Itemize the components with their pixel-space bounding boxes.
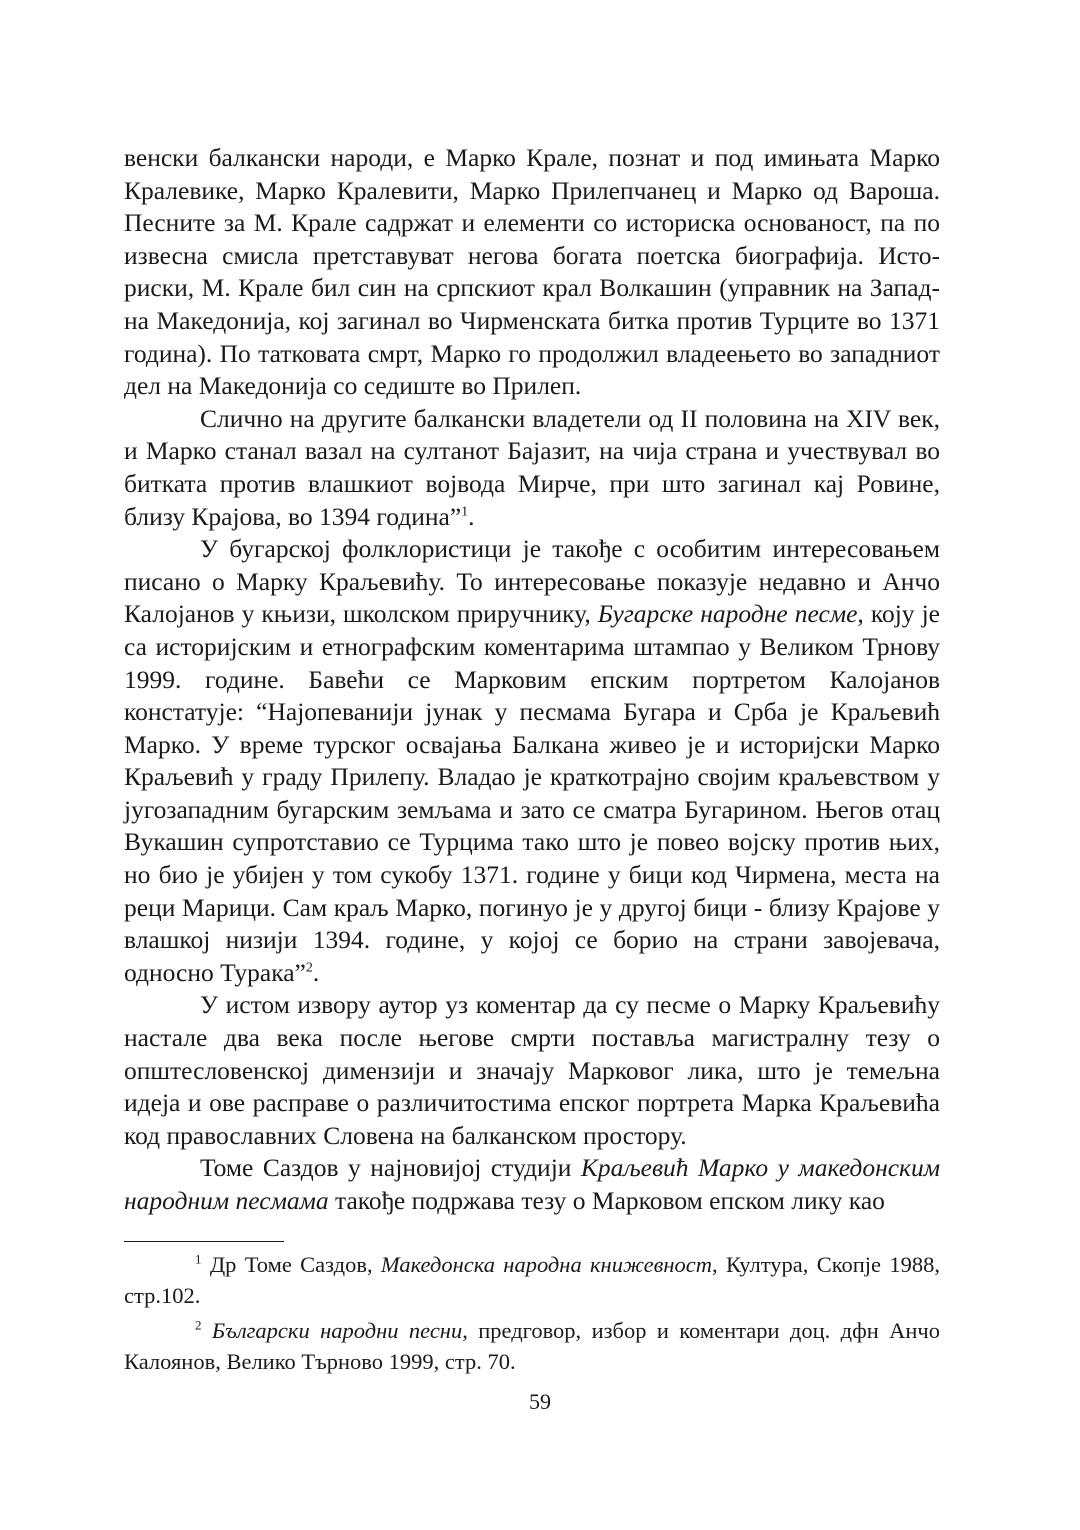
paragraph-2-text: Слично на другите балкански владетели од II половина на XIV век, и Марко станал вазал на султанот Бајазит, на чија страна и учествувал во битката против влашкиот војвода Мирче, при што загинал кај Ровине, близу Крајова, во 1394 година” (124, 403, 940, 531)
paragraph-1 (124, 142, 940, 403)
paragraph-1-text: венски балкански народи, е Марко Крале, познат и под имињата Марко Кралевике, Марко Кралевити, Марко Прилепчанец и Марко од Вароша. Песните за М. Крале садржат и елементи со историска основаност, па по извесна смисла претставуват негова богата поетска биографија. Историски, М. Крале бил син на српскиот крал Волкашин (управник на Западна Македонија, кој загинал во Чирменската битка против Турците во 1371 година). По татковата смрт, Марко го продолжил владеењето во западниот дел на Македонија со седиште во Прилеп. (124, 143, 940, 401)
footnote-ref-1[interactable]: 1 (461, 504, 469, 520)
body-text (124, 142, 940, 1218)
study-title-kraljevic-marko: Краљевић Марко у македонским народним песмама (124, 1153, 940, 1215)
paragraph-2 (124, 403, 940, 533)
footnote-separator (124, 1241, 284, 1242)
paragraph-5 (124, 1152, 940, 1217)
paragraph-3-end: . (312, 957, 320, 987)
footnote-1-number: 1 (195, 1251, 202, 1267)
paragraph-4-text: У истом извору аутор уз коментар да су песме о Марку Краљевићу настале два века после његове смрти поставља магистралну тезу о општесловенској димензији и значају Марковог лика, што је темељна идеја и ове расправе о различитостима епског портрета Марка Краљевића код православних Словена на балканском простору. (124, 990, 940, 1150)
footnote-1-text-start: Др Томе Саздов, (201, 1252, 381, 1277)
footnote-2-number: 2 (195, 1317, 202, 1333)
footnote-ref-2[interactable]: 2 (305, 960, 313, 976)
footnote-1-title: Македонска народна книжевност (380, 1252, 712, 1277)
paragraph-5-text-rest: такође подржава тезу о Марковом епском лику као (328, 1186, 885, 1215)
footnote-2 (124, 1315, 940, 1377)
footnote-2-text-start (202, 1318, 212, 1343)
paragraph-4 (124, 989, 940, 1152)
footnote-1-text-rest: , Култура, Скопје 1988, стр.102. (124, 1252, 940, 1308)
paragraph-3-text-rest: , коју је са историјским и етнографским коментарима штампао у Великом Трнову 1999. године. Бавећи се Марковим епским портретом Калојанов констатује: “Најопеванији јунак у песмама Бугара и Срба је Краљевић Марко. У време турског освајања Балкана живео је и историјски Марко Краљевић у граду Прилепу. Владао је краткотрајно својим краљевством у југозападним бугарским земљама и зато се сматра Бугарином. Његов отац Вукашин супротставио се Турцима тако што је повео војску против њих, но био је убијен у том сукобу 1371. године у бици код Чирмена, места на реци Марици. Сам краљ Марко, погинуо је у другој бици - близу Крајове у влашкој низији 1394. године, у којој се борио на страни завојевача, односно Турака” (124, 599, 940, 987)
footnote-2-text-rest: , предговор, избор и коментари доц. дфн Анчо Калоянов, Велико Търново 1999, стр. 70. (124, 1318, 940, 1374)
page-number: 59 (529, 1389, 551, 1414)
footnote-2-title: Български народни песни (211, 1318, 463, 1343)
paragraph-3-text-start: У бугарској фолклористици је такође с особитим интересовањем писано о Марку Краљевићу. То интересовање показује недавно и Анчо Калојанов у књизи, школском приручнику, (124, 534, 940, 629)
footnotes (124, 1249, 940, 1377)
paragraph-2-end: . (468, 501, 475, 531)
book-title-bugarske-narodne-pesme: Бугарске народне песме (597, 599, 858, 629)
paragraph-3 (124, 533, 940, 989)
footnote-1 (124, 1249, 940, 1311)
paragraph-5-text-start: Томе Саздов у најновијој студији (200, 1153, 581, 1183)
